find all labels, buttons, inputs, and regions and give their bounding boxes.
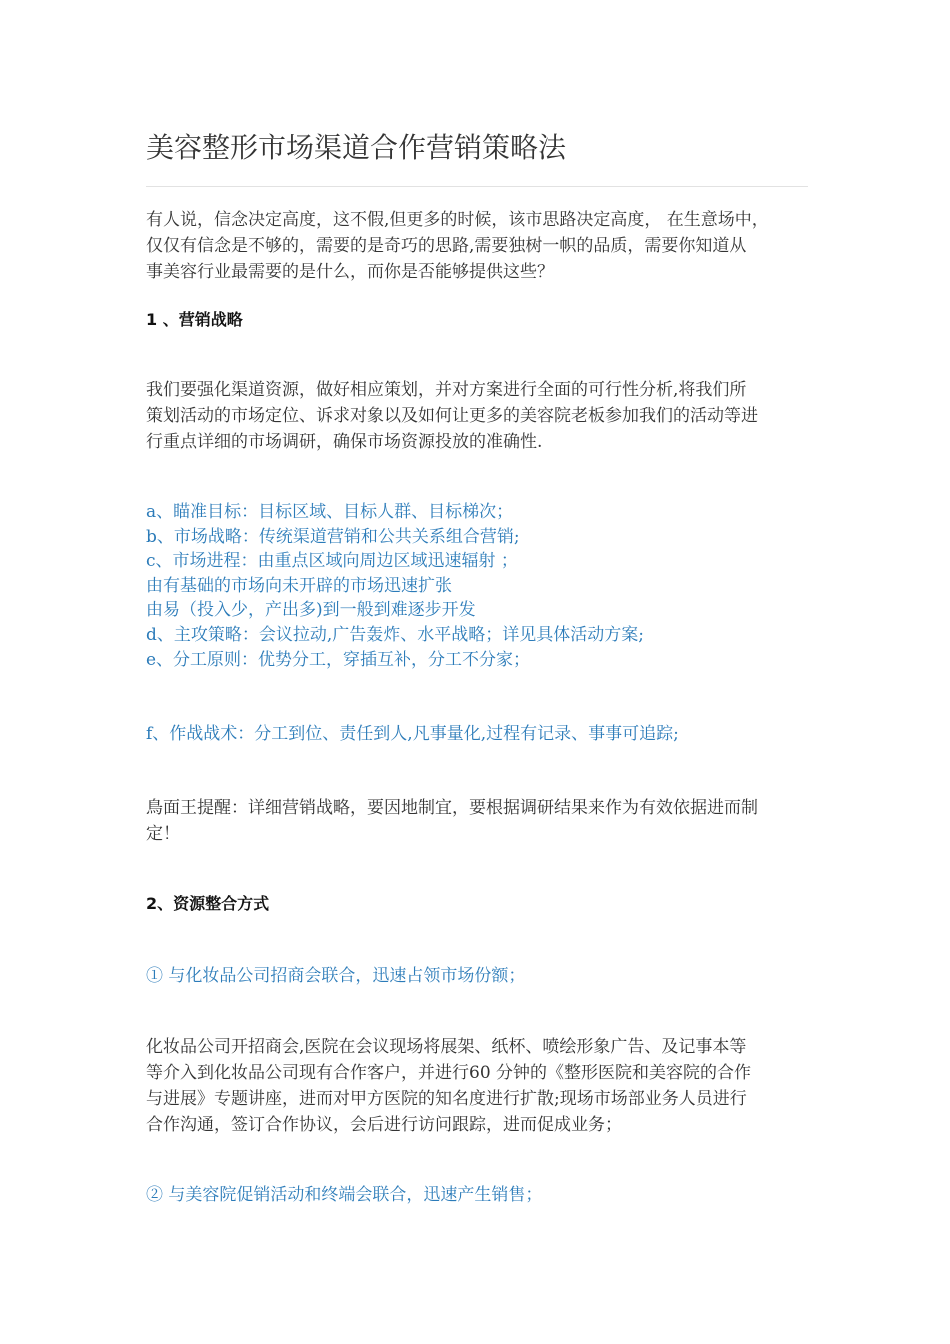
intro-line: 事美容行业最需要的是什么，而你是否能够提供这些？ (146, 262, 554, 282)
section2-heading: 2、资源整合方式 (146, 894, 270, 913)
reminder-line: 鳥面王提醒：详细营销战略，要因地制宜，要根据调研结果来作为有效依据进而制 (146, 798, 758, 818)
list-item: 由易（投入少，产出多)到一般到难逐步开发 (146, 600, 476, 621)
section2-line: 与进展》专题讲座，进而对甲方医院的知名度进行扩散;现场市场部业务人员进行 (146, 1089, 747, 1109)
strategy-list (146, 500, 808, 672)
intro-paragraph (146, 207, 808, 285)
list-item: e、分工原则：优势分工，穿插互补，分工不分家； (146, 649, 531, 670)
section2-line: 合作沟通，签订合作协议，会后进行访问跟踪，进而促成业务； (146, 1115, 622, 1135)
intro-line: 仅仅有信念是不够的，需要的是奇巧的思路,需要独树一帜的品质，需要你知道从 (146, 236, 747, 256)
title-divider (146, 186, 808, 187)
section2-line: 化妆品公司开招商会,医院在会议现场将展架、纸杯、喷绘形象广告、及记事本等 (146, 1037, 747, 1057)
intro-line: 有人说，信念决定高度，这不假,但更多的时候，该市思路决定高度， 在生意场中， (146, 210, 769, 230)
list-item: a、瞄准目标：目标区域、目标人群、目标梯次； (146, 502, 514, 522)
section1-paragraph (146, 377, 808, 455)
section2-paragraph (146, 1034, 808, 1138)
section2-item-2: ② 与美容院促销活动和终端会联合，迅速产生销售； (146, 1185, 543, 1205)
list-item: d、主攻策略：会议拉动,广告轰炸、水平战略；详见具体活动方案; (146, 624, 645, 645)
tactics-line: f、作战战术：分工到位、责任到人,凡事量化,过程有记录、事事可追踪; (146, 724, 679, 744)
list-item: c、市场进程：由重点区域向周边区域迅速辐射 ； (146, 551, 518, 572)
reminder-paragraph (146, 795, 808, 847)
section1-heading: 1 、营销战略 (146, 310, 243, 329)
section1-line: 行重点详细的市场调研，确保市场资源投放的准确性. (146, 432, 543, 452)
section2-item-1: ① 与化妆品公司招商会联合，迅速占领市场份额； (146, 966, 526, 986)
article (146, 0, 808, 1344)
section2-line: 等介入到化妆品公司现有合作客户，并进行60 分钟的《整形医院和美容院的合作 (146, 1063, 752, 1083)
list-item: b、市场战略：传统渠道营销和公共关系组合营销; (146, 526, 520, 547)
section1-line: 我们要强化渠道资源，做好相应策划，并对方案进行全面的可行性分析,将我们所 (146, 380, 747, 400)
section1-line: 策划活动的市场定位、诉求对象以及如何让更多的美容院老板参加我们的活动等进 (146, 406, 758, 426)
reminder-line: 定！ (146, 824, 180, 844)
list-item: 由有基础的市场向未开辟的市场迅速扩张 (146, 575, 452, 596)
article-title: 美容整形市场渠道合作营销策略法 (146, 131, 567, 164)
